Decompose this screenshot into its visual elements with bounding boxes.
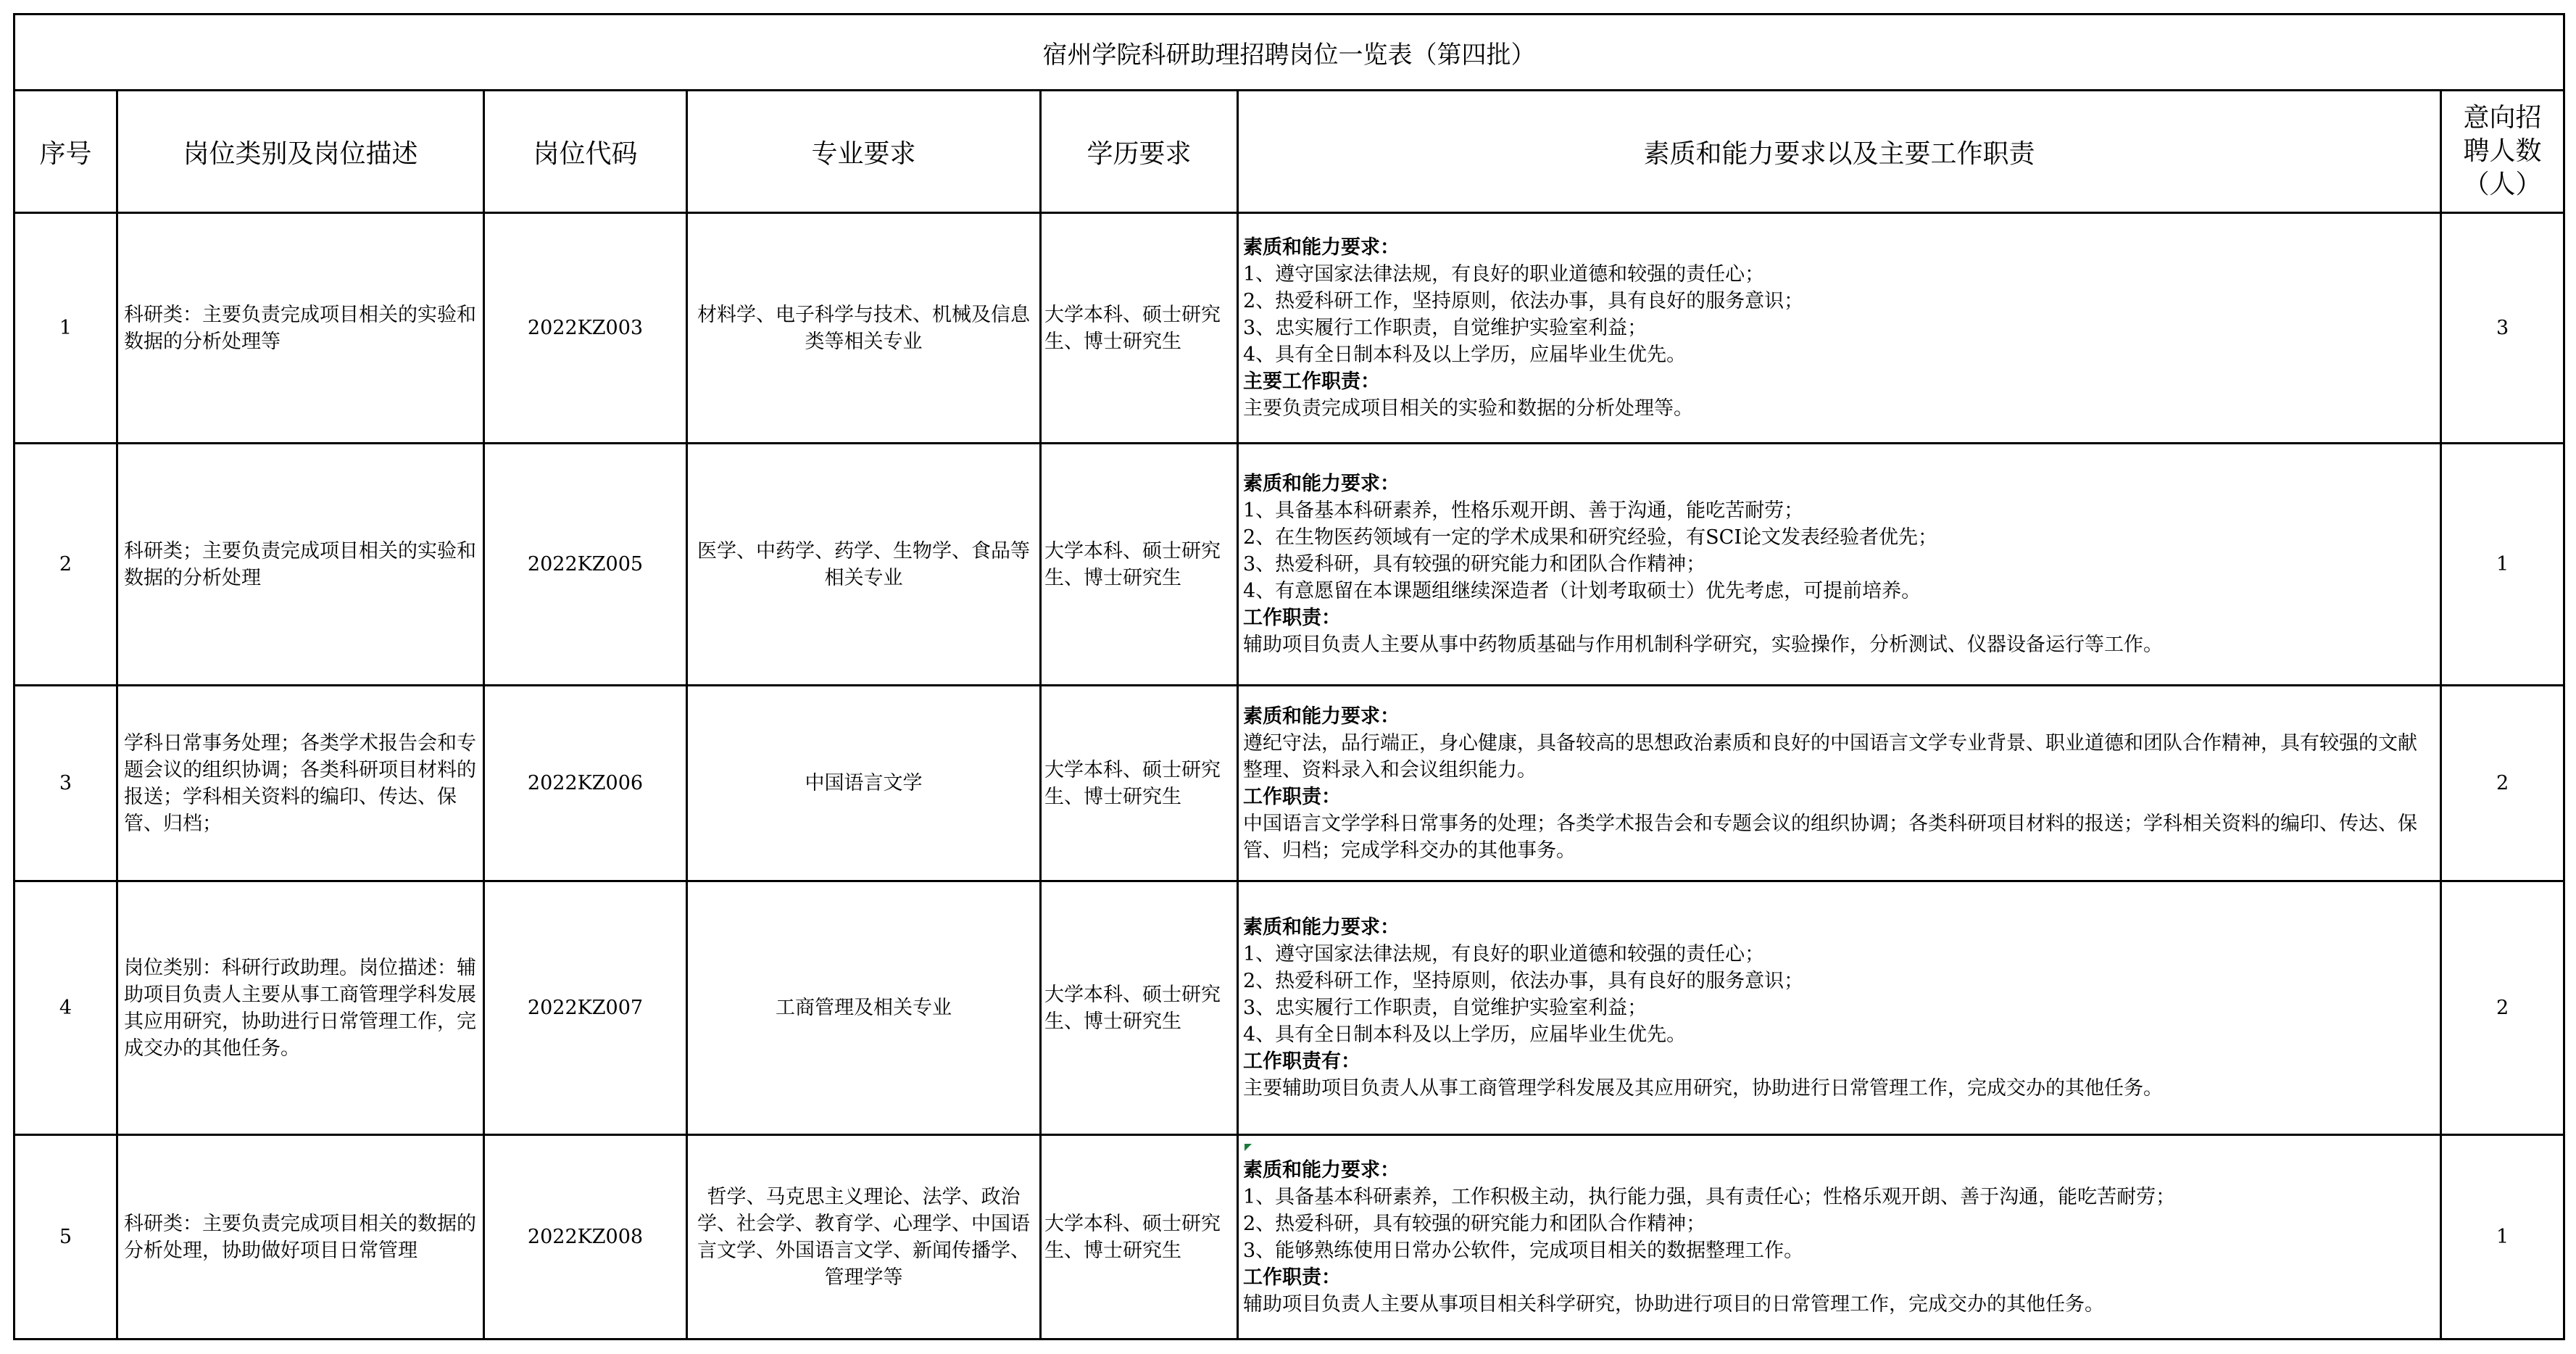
requirement-line: 1、具备基本科研素养，性格乐观开朗、善于沟通，能吃苦耐劳； [1243,499,1804,522]
table-row [14,1135,2564,1340]
table-body [14,213,2564,1340]
position-description: 科研类：主要负责完成项目相关的数据的分析处理，协助做好项目日常管理 [117,1135,484,1340]
duty-line: 主要负责完成项目相关的实验和数据的分析处理等。 [1243,397,1693,420]
requirements-heading: 素质和能力要求： [1243,916,1400,939]
major-requirement: 哲学、马克思主义理论、法学、政治学、社会学、教育学、心理学、中国语言文学、外国语言文学、新闻传播学、管理学等 [687,1135,1041,1340]
hiring-count: 1 [2441,444,2564,686]
requirement-line: 2、热爱科研，具有较强的研究能力和团队合作精神； [1243,1212,1706,1235]
major-requirement: 中国语言文学 [687,686,1041,881]
duties-cell [1238,444,2441,686]
col-header-desc: 岗位类别及岗位描述 [117,91,484,213]
requirements-heading: 素质和能力要求： [1243,1158,1400,1181]
education-requirement: 大学本科、硕士研究生、博士研究生 [1041,686,1238,881]
row-number: 2 [14,444,117,686]
requirement-line: 1、遵守国家法律法规，有良好的职业道德和较强的责任心； [1243,263,1765,286]
recruitment-table [13,13,2565,1340]
position-description: 岗位类别：科研行政助理。岗位描述：辅助项目负责人主要从事工商管理学科发展其应用研究，协助进行日常管理工作，完成交办的其他任务。 [117,881,484,1135]
requirements-heading: 素质和能力要求： [1243,236,1400,259]
requirement-line: 3、能够熟练使用日常办公软件，完成项目相关的数据整理工作。 [1243,1239,1804,1262]
duty-line: 主要辅助项目负责人从事工商管理学科发展及其应用研究，协助进行日常管理工作，完成交办的其他任务。 [1243,1077,2163,1100]
hiring-count: 2 [2441,881,2564,1135]
requirement-line: 4、具有全日制本科及以上学历，应届毕业生优先。 [1243,1023,1687,1046]
cell-comment-marker [1245,1144,1252,1151]
duties-heading: 主要工作职责： [1243,370,1380,393]
education-requirement: 大学本科、硕士研究生、博士研究生 [1041,213,1238,444]
major-requirement: 工商管理及相关专业 [687,881,1041,1135]
major-requirement: 材料学、电子科学与技术、机械及信息类等相关专业 [687,213,1041,444]
col-header-edu: 学历要求 [1041,91,1238,213]
table-row [14,881,2564,1135]
duty-line: 中国语言文学学科日常事务的处理；各类学术报告会和专题会议的组织协调；各类科研项目材料的报送；学科相关资料的编印、传达、保管、归档；完成学科交办的其他事务。 [1243,812,2417,862]
hiring-count: 2 [2441,686,2564,881]
col-header-duty: 素质和能力要求以及主要工作职责 [1238,91,2441,213]
duties-heading: 工作职责有： [1243,1050,1360,1073]
position-description: 科研类：主要负责完成项目相关的实验和数据的分析处理等 [117,213,484,444]
requirement-line: 4、具有全日制本科及以上学历，应届毕业生优先。 [1243,344,1687,366]
table-title: 宿州学院科研助理招聘岗位一览表（第四批） [14,14,2564,91]
col-header-major: 专业要求 [687,91,1041,213]
requirement-line: 遵纪守法，品行端正，身心健康，具备较高的思想政治素质和良好的中国语言文学专业背景、职业道德和团队合作精神，具有较强的文献整理、资料录入和会议组织能力。 [1243,731,2417,781]
duty-line: 辅助项目负责人主要从事项目相关科学研究，协助进行项目的日常管理工作，完成交办的其他任务。 [1243,1292,2104,1316]
duty-line: 辅助项目负责人主要从事中药物质基础与作用机制科学研究，实验操作，分析测试、仪器设备运行等工作。 [1243,634,2163,656]
education-requirement: 大学本科、硕士研究生、博士研究生 [1041,881,1238,1135]
row-number: 1 [14,213,117,444]
col-header-no: 序号 [14,91,117,213]
hiring-count: 1 [2441,1135,2564,1340]
row-number: 3 [14,686,117,881]
duties-cell [1238,1135,2441,1340]
position-description: 学科日常事务处理；各类学术报告会和专题会议的组织协调；各类科研项目材料的报送；学科相关资料的编印、传达、保管、归档； [117,686,484,881]
requirement-line: 1、遵守国家法律法规，有良好的职业道德和较强的责任心； [1243,943,1765,965]
table-row [14,444,2564,686]
header-row [14,91,2564,213]
duties-heading: 工作职责： [1243,785,1341,808]
requirement-line: 3、热爱科研，具有较强的研究能力和团队合作精神； [1243,553,1706,576]
requirements-heading: 素质和能力要求： [1243,473,1400,495]
position-code: 2022KZ008 [484,1135,687,1340]
position-description: 科研类；主要负责完成项目相关的实验和数据的分析处理 [117,444,484,686]
col-header-code: 岗位代码 [484,91,687,213]
duties-cell [1238,213,2441,444]
requirement-line: 1、具备基本科研素养，工作积极主动，执行能力强，具有责任心；性格乐观开朗、善于沟通，能吃苦耐劳； [1243,1185,2176,1208]
major-requirement: 医学、中药学、药学、生物学、食品等相关专业 [687,444,1041,686]
education-requirement: 大学本科、硕士研究生、博士研究生 [1041,444,1238,686]
position-code: 2022KZ003 [484,213,687,444]
education-requirement: 大学本科、硕士研究生、博士研究生 [1041,1135,1238,1340]
table-row [14,686,2564,881]
position-code: 2022KZ006 [484,686,687,881]
position-code: 2022KZ005 [484,444,687,686]
requirement-line: 3、忠实履行工作职责，自觉维护实验室利益； [1243,997,1648,1019]
position-code: 2022KZ007 [484,881,687,1135]
hiring-count: 3 [2441,213,2564,444]
requirements-heading: 素质和能力要求： [1243,705,1400,728]
row-number: 4 [14,881,117,1135]
requirement-line: 2、热爱科研工作，坚持原则，依法办事，具有良好的服务意识； [1243,290,1804,312]
duties-cell [1238,686,2441,881]
duties-heading: 工作职责： [1243,1266,1341,1289]
duties-heading: 工作职责： [1243,607,1341,629]
row-number: 5 [14,1135,117,1340]
requirement-line: 2、热爱科研工作，坚持原则，依法办事，具有良好的服务意识； [1243,970,1804,992]
recruitment-sheet [13,13,2563,1347]
requirement-line: 4、有意愿留在本课题组继续深造者（计划考取硕士）优先考虑，可提前培养。 [1243,580,1921,602]
table-row [14,213,2564,444]
duties-cell [1238,881,2441,1135]
col-header-count: 意向招聘人数（人） [2441,91,2564,213]
requirement-line: 3、忠实履行工作职责，自觉维护实验室利益； [1243,317,1648,339]
requirement-line: 2、在生物医药领域有一定的学术成果和研究经验，有SCI论文发表经验者优先； [1243,526,1937,549]
